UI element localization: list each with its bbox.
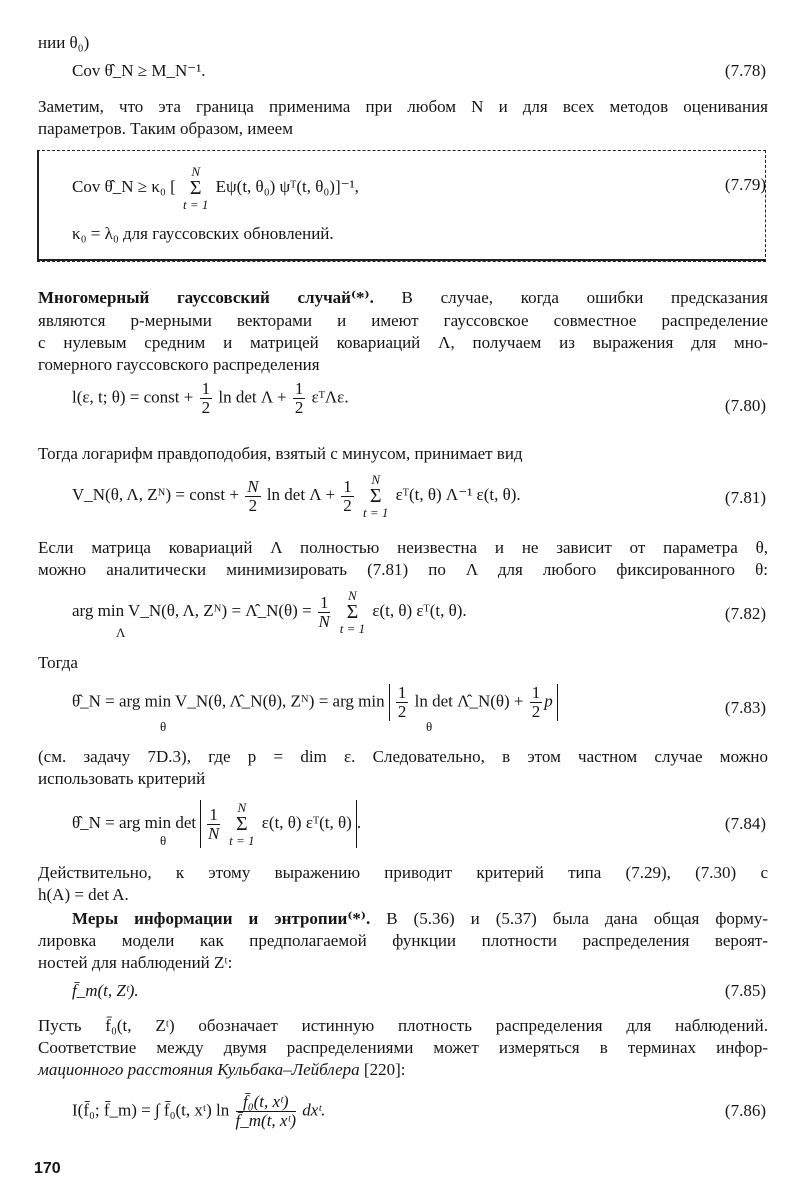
sum-upper: N [371, 472, 381, 487]
eq-part: ε(t, θ) εᵀ(t, θ). [372, 600, 467, 620]
text-line: Соответствие между двумя распределениями может измеряться в терминах инфор- [38, 1038, 768, 1057]
equation-7-85: f̄_m(t, Zᵗ). [72, 981, 139, 1000]
eq-part: Eψ(t, θ₀) ψᵀ(t, θ₀)]⁻¹, [215, 176, 359, 196]
text-line: Тогда [38, 653, 78, 672]
sum-symbol [183, 164, 208, 212]
sum-lower: t = 1 [339, 621, 366, 636]
eq-part: dxᵗ. [302, 1100, 326, 1120]
text-line: параметров. Таким образом, имеем [38, 119, 293, 138]
sum-lower: t = 1 [183, 197, 209, 212]
section-title: Многомерный гауссовский случай⁽*⁾. [38, 288, 374, 307]
denominator: N [318, 611, 330, 631]
denominator: 2 [397, 702, 407, 721]
text-line: (см. задачу 7D.3), где p = dim ε. Следовательно, в этом частном случае можно [38, 747, 768, 766]
sum-upper: N [348, 588, 357, 603]
sigma: Σ [189, 177, 202, 199]
equation-7-83 [72, 684, 558, 721]
eq-part: V_N(θ, Λ, Zᴺ) = const + [72, 484, 239, 504]
equation-number: (7.78) [724, 61, 766, 80]
text-line: с нулевым средним и матрицей ковариаций Λ, получаем из выражения для мно- [38, 333, 768, 352]
equation-number: (7.83) [724, 698, 766, 717]
text-line: лировка модели как предполагаемой функции плотности распределения вероят- [38, 931, 768, 950]
equation-7-86 [72, 1093, 325, 1130]
numerator: 1 [209, 804, 218, 824]
numerator: 1 [343, 476, 352, 496]
section-title: Меры информации и энтропии⁽*⁾. [72, 909, 371, 928]
numerator: 1 [531, 683, 541, 702]
sigma: Σ [369, 485, 382, 507]
fraction [318, 594, 331, 631]
denominator: f̄_m(t, xᵗ) [235, 1111, 296, 1130]
eq-part: ln det Λ̂_N(θ) + [414, 691, 524, 711]
text-line: использовать критерий [38, 769, 206, 788]
eq-part: ln det Λ + [218, 387, 287, 407]
equation-7-79-note: κ₀ = λ₀ для гауссовских обновлений. [72, 224, 334, 243]
denominator: N [207, 823, 220, 843]
sum-upper: N [191, 164, 201, 179]
citation: [220]: [359, 1060, 406, 1079]
fraction [207, 806, 220, 843]
sum-symbol [340, 588, 365, 636]
bracket-group [389, 684, 558, 721]
denominator: 2 [343, 495, 352, 515]
eq-part: εᵀΛε. [311, 387, 349, 407]
text-line: В случае, когда ошибки предсказания [373, 288, 768, 307]
text-line: гомерного гауссовского распределения [38, 355, 320, 374]
equation-7-82 [72, 588, 467, 636]
equation-number: (7.86) [724, 1101, 766, 1120]
equation-number: (7.79) [724, 175, 766, 194]
sum-upper: N [237, 800, 247, 815]
eq-part: arg min V_N(θ, Λ, Zᴺ) = Λ̂_N(θ) = [72, 600, 312, 620]
sigma: Σ [236, 813, 248, 835]
equation-number: (7.80) [724, 396, 766, 415]
text-line: Заметим, что эта граница применима при любом N и для всех методов оценивания [38, 97, 768, 116]
box-border [37, 150, 39, 262]
section-heading-line [72, 908, 768, 930]
fraction [530, 684, 543, 721]
numerator: 1 [319, 592, 329, 612]
text-line: h(A) = det A. [38, 885, 129, 904]
equation-7-80 [72, 380, 349, 417]
eq-part: Cov θ̂_N ≥ κ₀ [ [72, 176, 176, 196]
eq-part: l(ε, t; θ) = const + [72, 387, 194, 407]
page-number: 170 [34, 1160, 61, 1177]
box-border [37, 259, 766, 261]
text-line: В (5.36) и (5.37) была дана общая форму- [370, 909, 768, 928]
text-line: ностей для наблюдений Zᵗ: [38, 953, 233, 972]
eq-part: p [544, 691, 553, 711]
eq-part: θ̂_N = arg min V_N(θ, Λ̂_N(θ), Zᴺ) = arg min [72, 691, 385, 711]
equation-7-79 [72, 164, 359, 212]
equation-number: (7.82) [724, 604, 766, 623]
eq-part: I(f̄₀; f̄_m) = ∫ f̄₀(t, xᵗ) ln [72, 1100, 230, 1120]
argmin-subscript: θ [160, 833, 167, 848]
equation-7-84: θ̂_N = arg min det $\frac{1}{N}$ N Σ t = 1 ε(t, θ) εᵀ(t, θ) . [72, 800, 362, 848]
numerator: N [247, 476, 259, 496]
argmin-subscript: Λ [116, 625, 126, 640]
equation-7-78: Cov θ̂_N ≥ M_N⁻¹. [72, 61, 206, 80]
text-line: Если матрица ковариаций Λ полностью неизвестна и не зависит от параметра θ, [38, 538, 768, 557]
denominator: 2 [294, 398, 304, 417]
argmin-subscript: θ [426, 719, 433, 734]
eq-part: εᵀ(t, θ) Λ⁻¹ ε(t, θ). [395, 484, 521, 504]
eq-part: θ̂_N = arg min det [72, 812, 197, 832]
text-line [38, 1059, 768, 1081]
denominator: 2 [201, 398, 211, 417]
denominator: 2 [531, 702, 541, 721]
text-line: Действительно, к этому выражению приводит критерий типа (7.29), (7.30) с [38, 863, 768, 882]
fraction [245, 478, 260, 515]
equation-number: (7.81) [724, 488, 766, 507]
numerator: f̄₀(t, xᵗ) [236, 1093, 296, 1112]
sum-lower: t = 1 [229, 833, 255, 848]
equation-7-81 [72, 472, 521, 520]
numerator: 1 [294, 379, 304, 398]
fraction [200, 380, 213, 417]
fraction [341, 478, 354, 515]
numerator: 1 [397, 683, 407, 702]
sum-symbol [229, 800, 254, 848]
section-heading-line [38, 287, 768, 309]
sum-symbol [363, 472, 388, 520]
argmin-subscript: θ [160, 719, 167, 734]
eq-part: ln det Λ + [266, 484, 336, 504]
text-line: нии θ₀) [38, 33, 90, 52]
fraction [396, 684, 409, 721]
term-italic: мационного расстояния Кульбака–Лейблера [38, 1060, 360, 1079]
fraction [293, 380, 306, 417]
text-line: Пусть f̄₀(t, Zᵗ) обозначает истинную плотность распределения для наблюдений. [38, 1016, 768, 1035]
text-line: Тогда логарифм правдоподобия, взятый с минусом, принимает вид [38, 444, 523, 463]
sigma: Σ [346, 601, 359, 623]
bracket-group [200, 800, 356, 848]
equation-number: (7.85) [724, 981, 766, 1000]
eq-part: ε(t, θ) εᵀ(t, θ) [261, 812, 352, 832]
numerator: 1 [201, 379, 211, 398]
denominator: 2 [248, 495, 258, 515]
text-line: являются p-мерными векторами и имеют гауссовское совместное распределение [38, 311, 768, 330]
fraction [236, 1093, 296, 1130]
text-line: можно аналитически минимизировать (7.81) по Λ для любого фиксированного θ: [38, 560, 768, 579]
equation-number: (7.84) [724, 814, 766, 833]
sum-lower: t = 1 [363, 505, 389, 520]
